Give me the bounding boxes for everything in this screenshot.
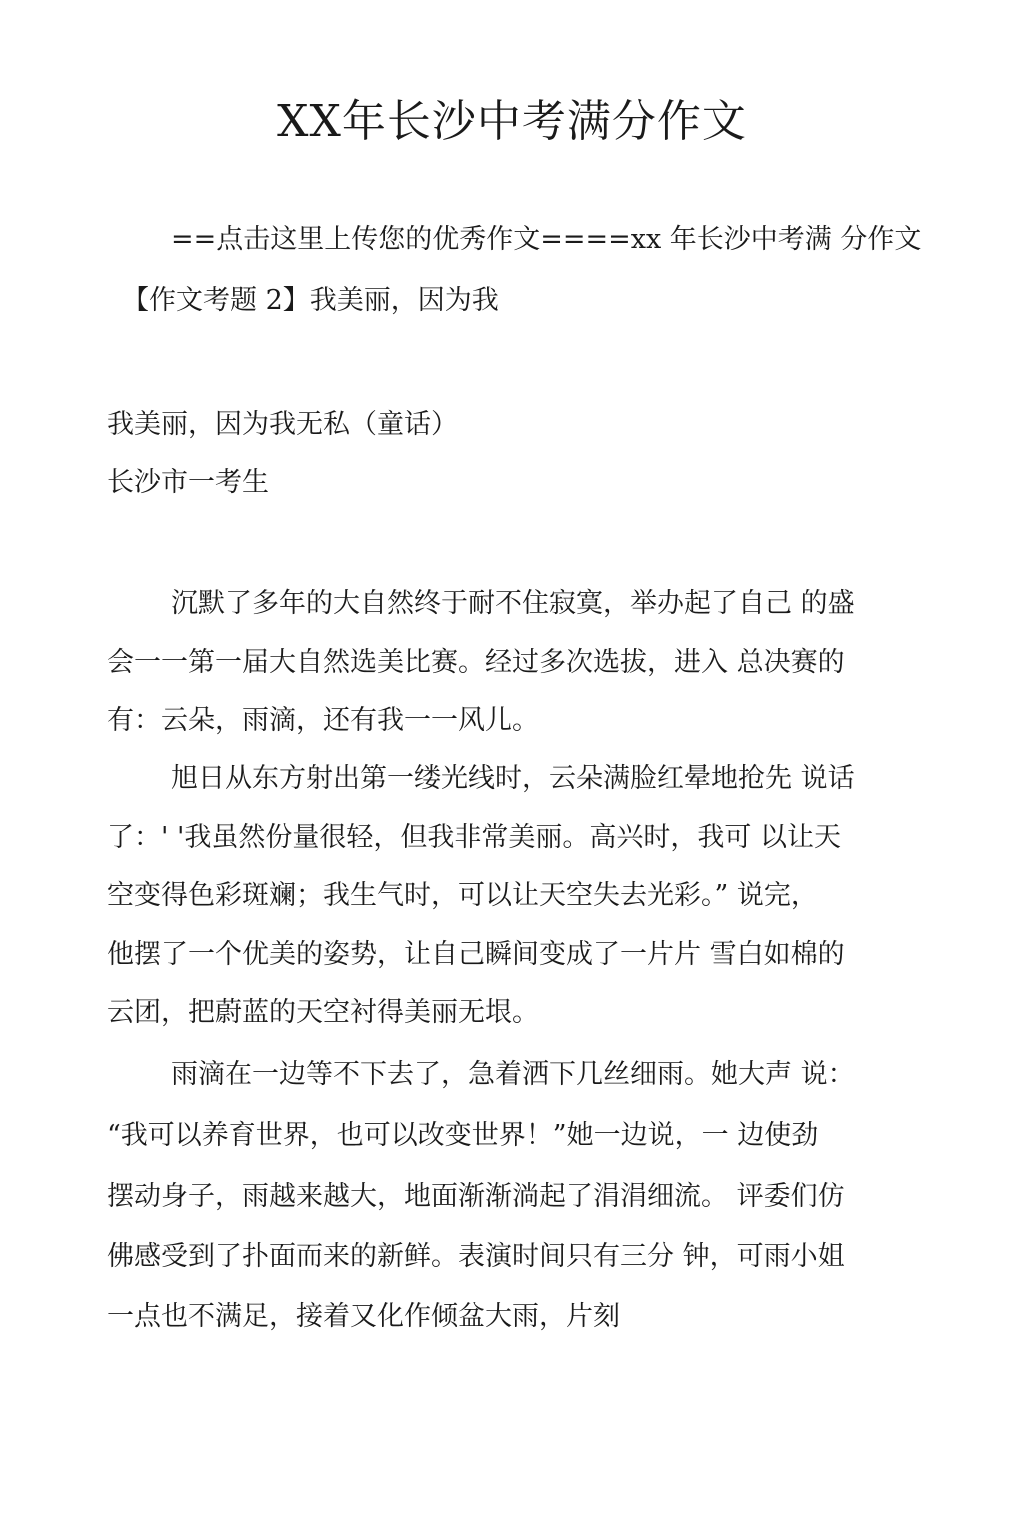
essay-author: 长沙市一考生 bbox=[107, 467, 269, 498]
paragraph-3-line-2: “我可以养育世界，也可以改变世界！”她一边说，一 边使劲 bbox=[107, 1120, 819, 1151]
paragraph-1-line-3: 有：云朵，雨滴，还有我一一风儿。 bbox=[107, 705, 539, 736]
paragraph-3-line-4: 佛感受到了扑面而来的新鲜。表演时间只有三分 钟，可雨小姐 bbox=[107, 1241, 845, 1272]
paragraph-2-line-1: 旭日从东方射出第一缕光线时，云朵满脸红晕地抢先 说话 bbox=[171, 763, 855, 794]
paragraph-1-line-1: 沉默了多年的大自然终于耐不住寂寞，举办起了自己 的盛 bbox=[171, 588, 855, 619]
paragraph-2-line-2: 了：' '我虽然份量很轻，但我非常美丽。高兴时，我可 以让天 bbox=[107, 822, 842, 853]
paragraph-3-line-1: 雨滴在一边等不下去了，急着洒下几丝细雨。她大声 说： bbox=[171, 1059, 855, 1090]
paragraph-3-line-3: 摆动身子，雨越来越大，地面渐渐淌起了涓涓细流。 评委们仿 bbox=[107, 1181, 845, 1212]
paragraph-2-line-5: 云团，把蔚蓝的天空衬得美丽无垠。 bbox=[107, 997, 539, 1028]
paragraph-3-line-5: 一点也不满足，接着又化作倾盆大雨，片刻 bbox=[107, 1301, 620, 1332]
essay-topic-line: 【作文考题 2】我美丽，因为我 bbox=[122, 285, 499, 316]
paragraph-2-line-3: 空变得色彩斑斓；我生气时，可以让天空失去光彩。” 说完， bbox=[107, 880, 818, 911]
essay-title: 我美丽，因为我无私（童话） bbox=[107, 409, 458, 440]
upload-intro-line: ==点击这里上传您的优秀作文====xx 年长沙中考满 分作文 bbox=[171, 224, 922, 255]
paragraph-2-line-4: 他摆了一个优美的姿势，让自己瞬间变成了一片片 雪白如棉的 bbox=[107, 939, 845, 970]
paragraph-1-line-2: 会一一第一届大自然选美比赛。经过多次选拔，进入 总决赛的 bbox=[107, 647, 845, 678]
document-title: XX年长沙中考满分作文 bbox=[277, 96, 747, 147]
